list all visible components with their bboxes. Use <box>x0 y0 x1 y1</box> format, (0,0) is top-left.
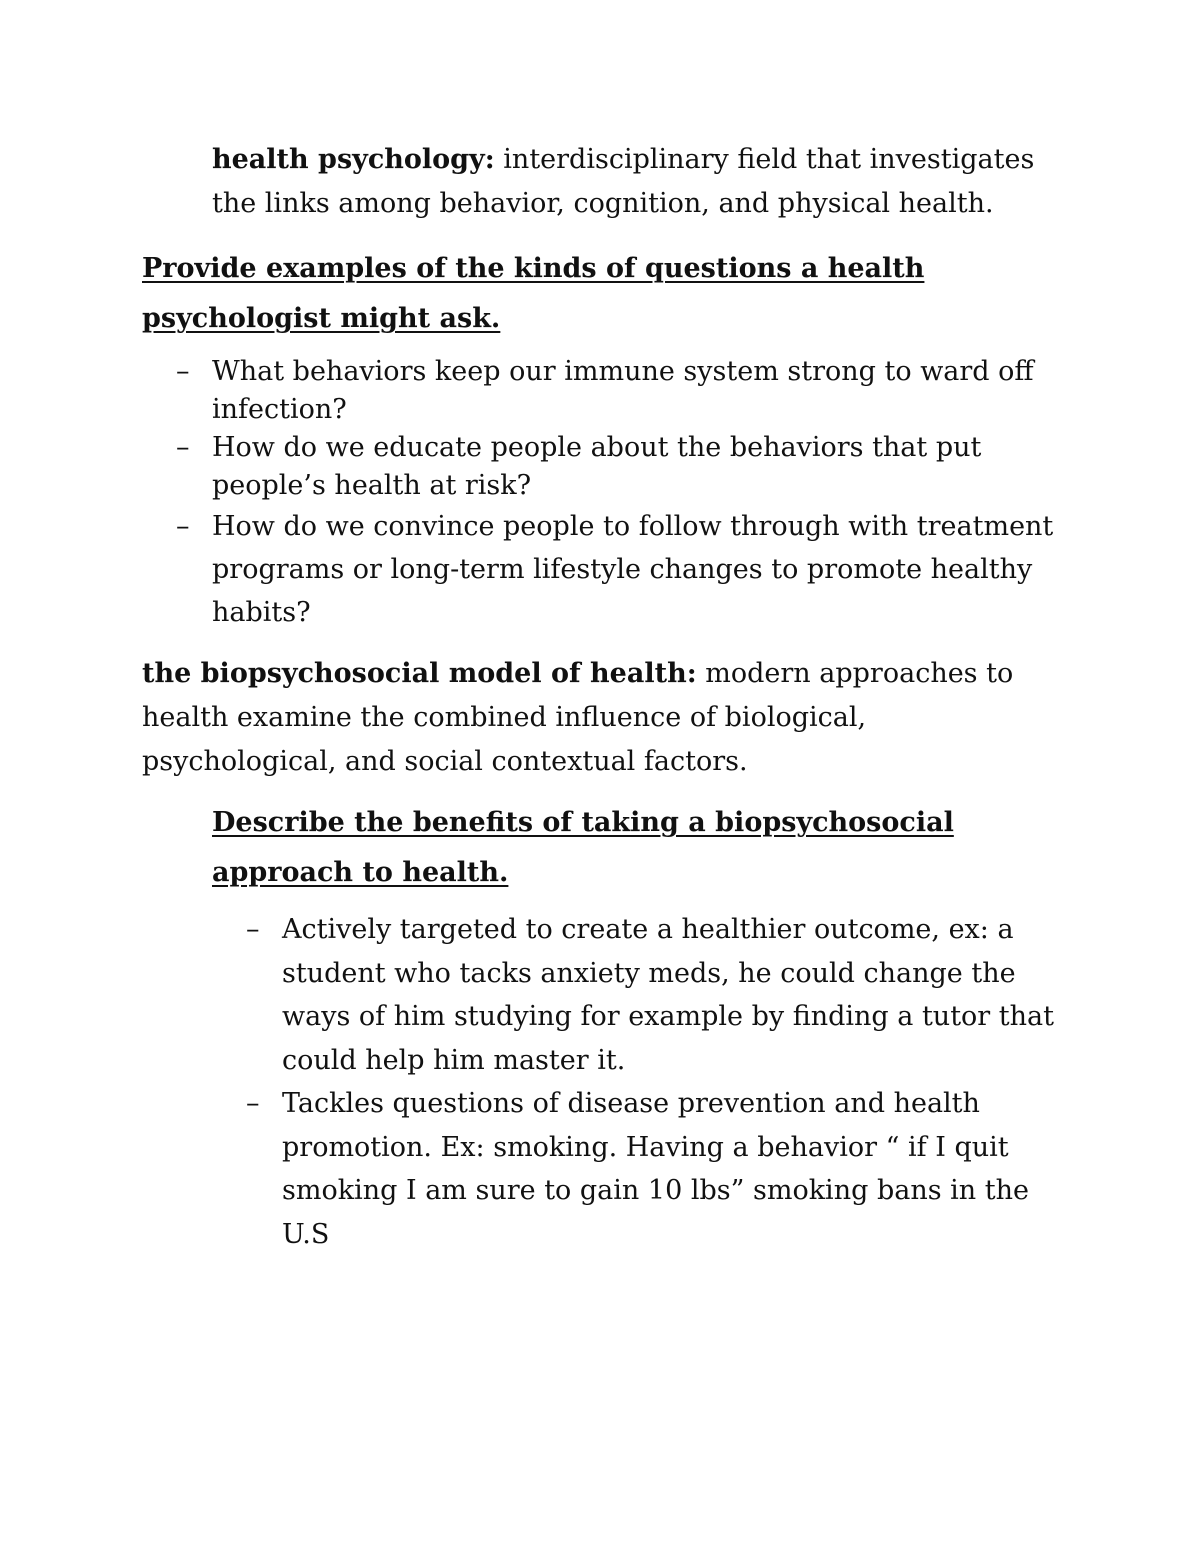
list-item-benefit-1 <box>246 908 1072 1082</box>
list-item-question-3 <box>176 505 1082 634</box>
definition-text-biopsychosocial: modern approaches to health examine the combined influence of biological, psychological, and social contextual factors. <box>142 658 1014 777</box>
list-item-question-1 <box>176 353 1082 429</box>
definition-health-psychology <box>212 138 1082 226</box>
definition-biopsychosocial <box>142 652 1022 784</box>
term-biopsychosocial: the biopsychosocial model of health: <box>142 658 697 689</box>
list-item-benefit-2 <box>246 1082 1072 1256</box>
benefit-text: Tackles questions of disease prevention and health promotion. Ex: smoking. Having a behavior “ if I quit smoking I am sure to gain 10 lbs” smoking bans in the U.S <box>282 1088 1029 1250</box>
heading-benefits-text: Describe the benefits of taking a biopsychosocial approach to health. <box>212 807 954 888</box>
dash-bullet: – <box>246 914 260 945</box>
questions-list <box>176 353 1082 634</box>
benefit-text: Actively targeted to create a healthier outcome, ex: a student who tacks anxiety meds, he could change the ways of him studying for example by finding a tutor that could help him master it. <box>282 914 1054 1076</box>
heading-benefits <box>212 798 1082 898</box>
definition-text-health-psychology: interdisciplinary field that investigates the links among behavior, cognition, and physical health. <box>212 144 1035 219</box>
question-text: How do we convince people to follow through with treatment programs or long-term lifestyle changes to promote healthy habits? <box>212 511 1054 628</box>
term-health-psychology: health psychology: <box>212 144 495 175</box>
dash-bullet: – <box>246 1088 260 1119</box>
list-item-question-2 <box>176 429 1082 505</box>
benefits-list <box>246 908 1072 1256</box>
heading-questions <box>142 244 1072 344</box>
question-text: How do we educate people about the behaviors that put people’s health at risk? <box>212 432 982 501</box>
dash-bullet: – <box>176 356 190 387</box>
heading-questions-text: Provide examples of the kinds of questions a health psychologist might ask. <box>142 253 925 334</box>
dash-bullet: – <box>176 432 190 463</box>
dash-bullet: – <box>176 511 190 542</box>
question-text: What behaviors keep our immune system strong to ward off infection? <box>212 356 1034 425</box>
